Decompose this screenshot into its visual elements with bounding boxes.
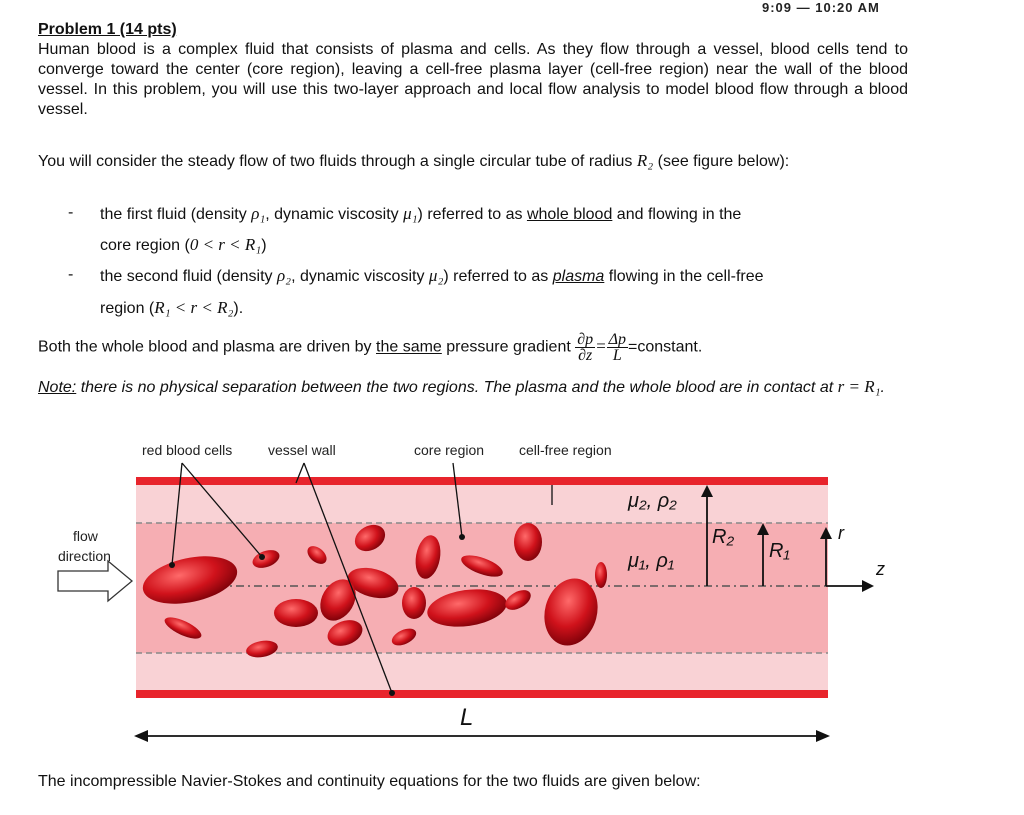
pressure-paragraph: Both the whole blood and plasma are driven by the same pressure gradient $\frac{\partial p}{\partial z}$ = $\frac{\Delta p}{L}$ =constant.: [38, 331, 703, 364]
status-time: 9:09 — 10:20 AM: [762, 0, 880, 15]
bullet-2-line-2: region (R₁ < r < R₂).: [100, 298, 244, 317]
label-cell-free-region: cell-free region: [519, 442, 612, 458]
bullet-dash-1: -: [68, 204, 74, 221]
label-R2: R₂: [712, 526, 735, 548]
label-red-blood-cells: red blood cells: [142, 442, 233, 458]
pressure-fraction-2: $\frac{\Delta p}{L}$: [608, 331, 627, 364]
note-paragraph: Note: there is no physical separation between the two regions. The plasma and the whole blood are in contact at r = R₁.: [38, 377, 885, 396]
bullet-2-line-1: the second fluid (density ρ₂, dynamic viscosity μ₂) referred to as plasma flowing in the cell-free: [100, 266, 764, 285]
bullet-dash-2: -: [68, 266, 74, 283]
bullet-1-line-1: the first fluid (density ρ₁, dynamic viscosity μ₁) referred to as whole blood and flowing in the: [100, 204, 742, 223]
vessel-wall-top: [136, 477, 828, 485]
z-axis-arrow-icon: [862, 580, 874, 592]
rbc-cell: [402, 587, 426, 619]
label-mu1-rho1: μ₁, ρ₁: [628, 550, 675, 572]
rbc-cell: [595, 562, 607, 588]
pressure-fraction-1: $\frac{\partial p}{\partial z}$: [577, 331, 594, 364]
label-mu2-rho2: μ₂, ρ₂: [628, 490, 677, 512]
bullet-1-line-2: core region (0 < r < R₁): [100, 235, 267, 254]
whole-blood-term: whole blood: [526, 206, 613, 223]
problem-intro: Human blood is a complex fluid that consists of plasma and cells. As they flow through a vessel, blood cells tend to converge toward the center (core region), leaving a cell-free plasma layer (cell-free region) near the wall of the blood vessel. In this problem, you will use this two-layer approach and local flow analysis to model blood flow through a blood vessel.: [38, 41, 908, 118]
problem-title: Problem 1 (14 pts): [38, 21, 177, 38]
blood-vessel-figure: [0, 435, 1024, 795]
label-z: z: [876, 559, 885, 579]
label-r: r: [838, 523, 844, 543]
flow-arrow-icon: [58, 561, 132, 601]
length-arrow-left-icon: [134, 730, 148, 742]
label-L: L: [460, 704, 474, 731]
rbc-cell: [514, 523, 542, 561]
plasma-term: plasma: [552, 268, 605, 285]
vessel-wall-bottom: [136, 690, 828, 698]
setup-paragraph: You will consider the steady flow of two fluids through a single circular tube of radius R₂ (see figure below):: [38, 151, 790, 170]
length-arrow-right-icon: [816, 730, 830, 742]
label-R1: R₁: [769, 540, 790, 562]
label-core-region: core region: [414, 442, 485, 458]
label-direction: direction: [58, 548, 111, 564]
rbc-cell: [274, 599, 318, 627]
label-flow: flow: [73, 528, 98, 544]
footer-text: The incompressible Navier-Stokes and continuity equations for the two fluids are given below:: [38, 773, 701, 790]
label-vessel-wall: vessel wall: [268, 442, 336, 458]
